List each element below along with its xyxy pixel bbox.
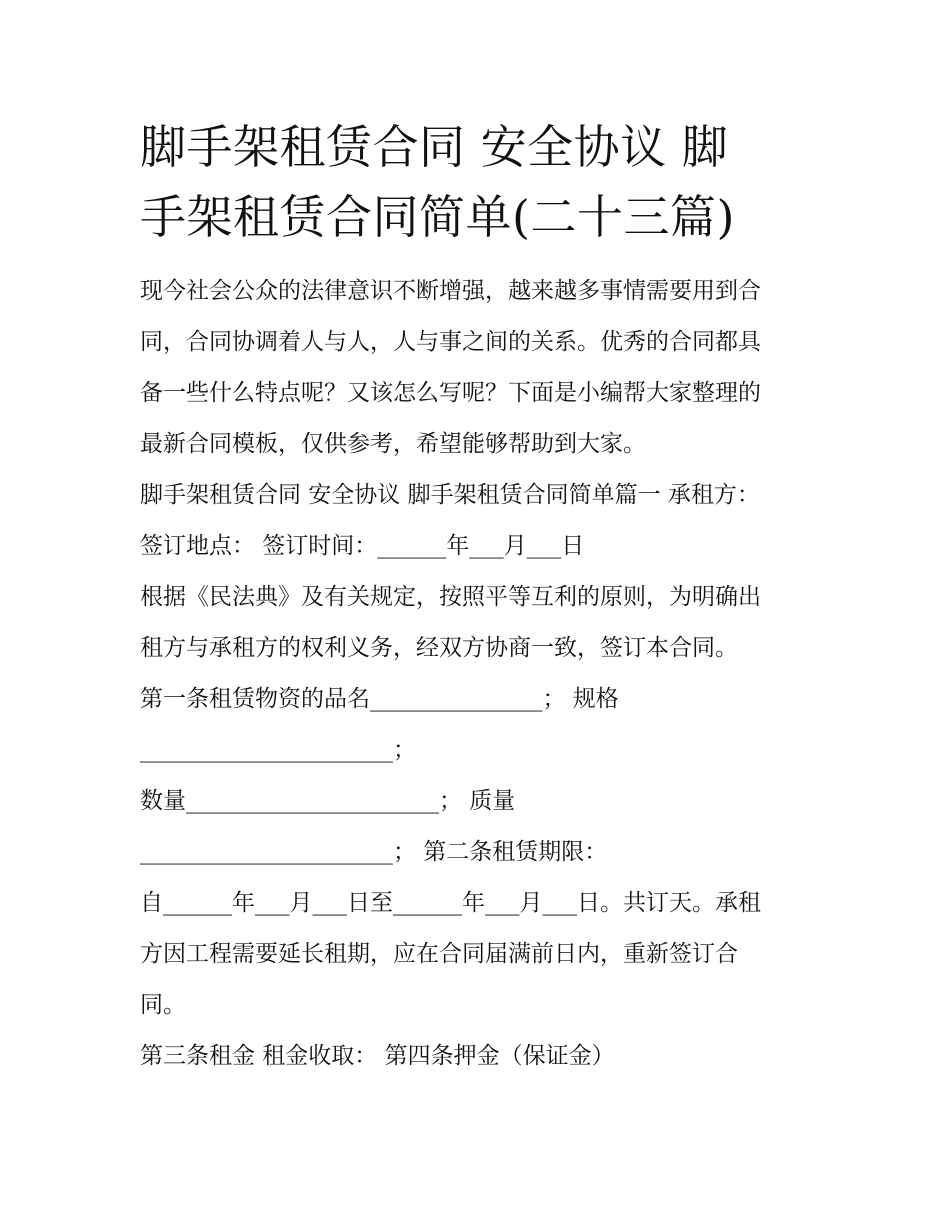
intro-paragraph bbox=[140, 266, 815, 470]
text-line: 现今社会公众的法律意识不断增强，越来越多事情需要用到合 bbox=[140, 278, 761, 304]
text-line: 第三条租金 租金收取： 第四条押金（保证金） bbox=[140, 1043, 615, 1069]
document-page bbox=[140, 112, 815, 1082]
text-line: 根据《民法典》及有关规定，按照平等互利的原则，为明确出 bbox=[140, 584, 761, 610]
text-line: 脚手架租赁合同 安全协议 脚手架租赁合同简单篇一 承租方： bbox=[140, 482, 760, 508]
quantity-quality-paragraph bbox=[140, 776, 815, 878]
text-line: 数量______________________； 质量 bbox=[140, 788, 516, 814]
text-line: 租方与承租方的权利义务，经双方协商一致，签订本合同。 bbox=[140, 635, 738, 661]
text-line: 同。 bbox=[140, 992, 186, 1018]
text-line: 方因工程需要延长租期，应在合同届满前日内，重新签订合 bbox=[140, 941, 738, 967]
text-line: 备一些什么特点呢？又该怎么写呢？下面是小编帮大家整理的 bbox=[140, 380, 761, 406]
text-line: 自______年___月___日至______年___月___日。共订天。承租 bbox=[140, 890, 761, 916]
signing-info-paragraph bbox=[140, 521, 815, 572]
article-one-paragraph bbox=[140, 674, 815, 776]
text-line: 签订地点： 签订时间：______年___月___日 bbox=[140, 533, 585, 559]
title-line-1: 脚手架租赁合同 安全协议 脚 bbox=[140, 120, 729, 174]
text-line: 最新合同模板，仅供参考，希望能够帮助到大家。 bbox=[140, 431, 646, 457]
document-title bbox=[140, 112, 815, 252]
text-line: 第一条租赁物资的品名_______________； 规格 bbox=[140, 686, 619, 712]
text-line: ______________________； bbox=[140, 737, 416, 763]
legal-basis-paragraph bbox=[140, 572, 815, 674]
lease-term-paragraph bbox=[140, 878, 815, 1031]
text-line: 同，合同协调着人与人，人与事之间的关系。优秀的合同都具 bbox=[140, 329, 761, 355]
rent-deposit-paragraph bbox=[140, 1031, 815, 1082]
title-line-2: 手架租赁合同简单(二十三篇) bbox=[140, 190, 735, 244]
section-heading-paragraph bbox=[140, 470, 815, 521]
text-line: ______________________； 第二条租赁期限： bbox=[140, 839, 608, 865]
